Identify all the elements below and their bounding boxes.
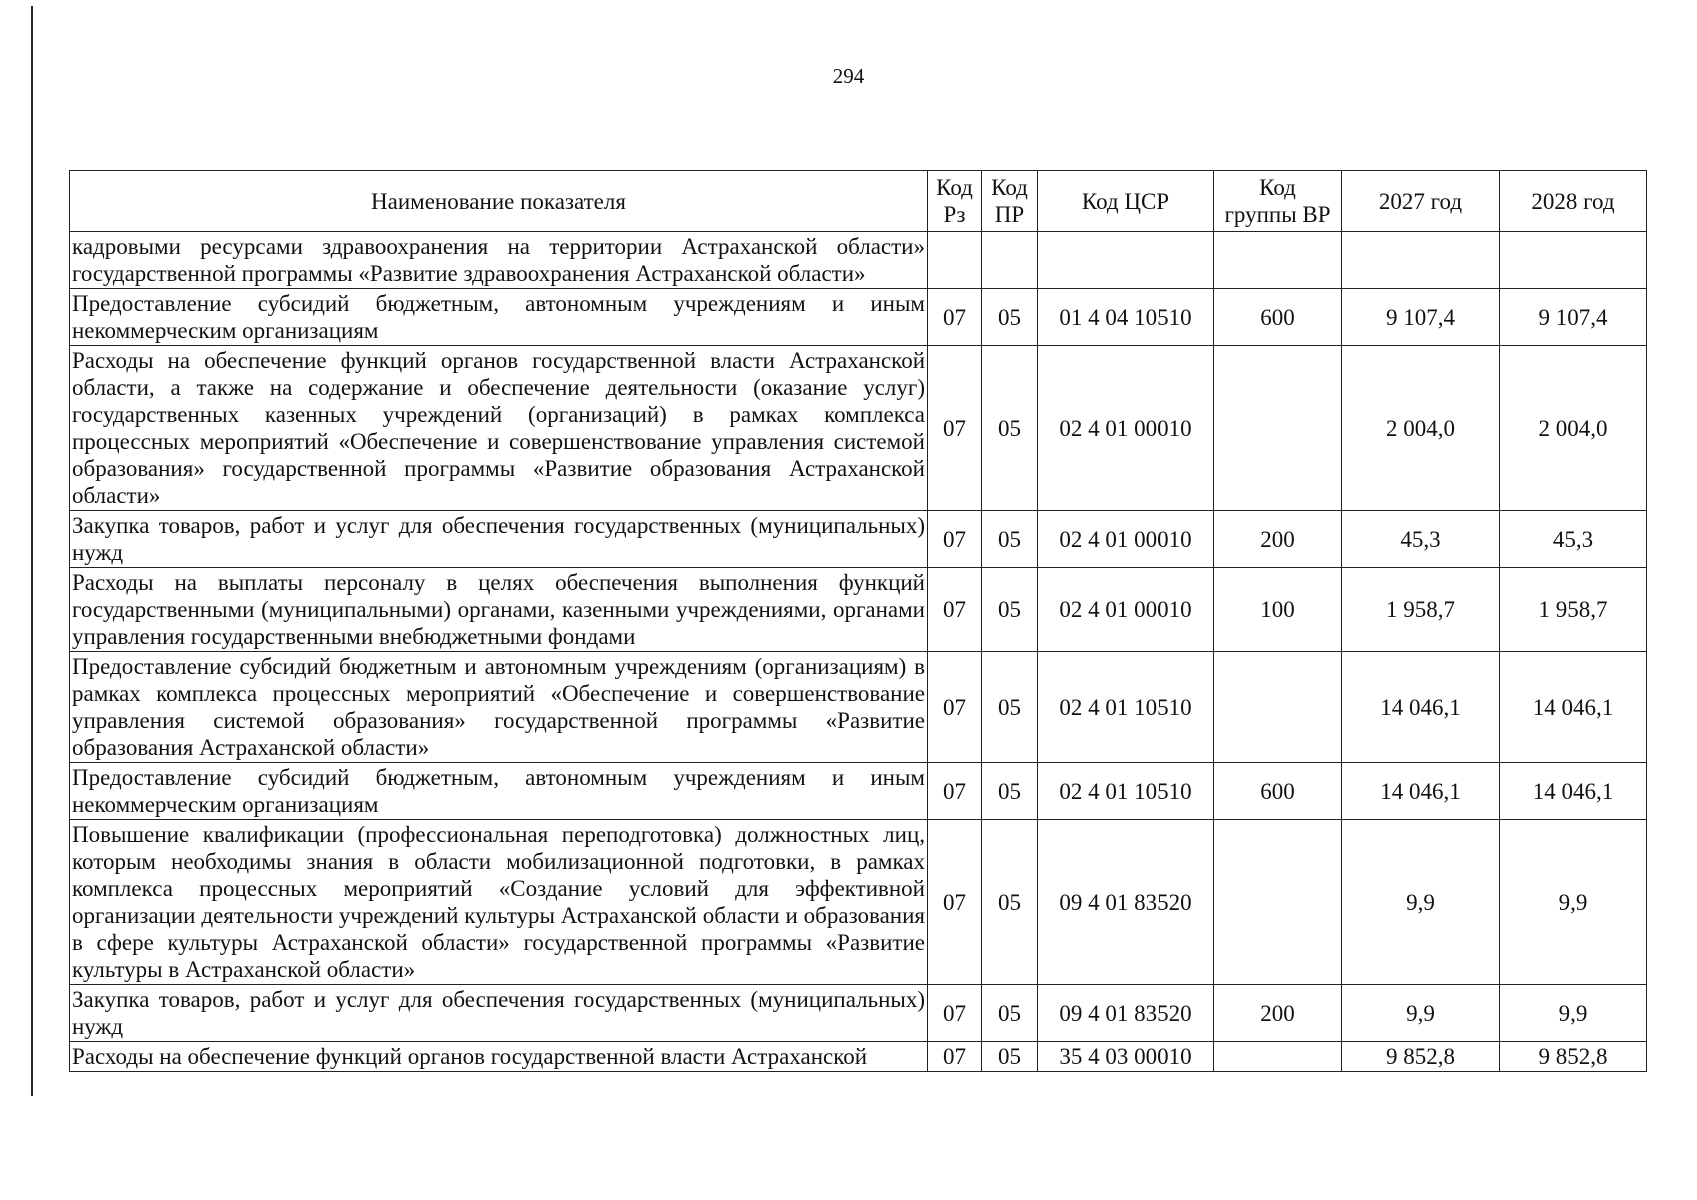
row-pr: 05 <box>982 346 1038 511</box>
row-2027: 1 958,7 <box>1342 568 1500 652</box>
row-2028: 9,9 <box>1500 820 1647 985</box>
row-rz: 07 <box>928 820 982 985</box>
header-rz <box>928 171 982 232</box>
row-name: Расходы на выплаты персоналу в целях обеспечения выполнения функций государственными (муниципальными) органами, казенными учреждениями, органами управления государственными внебюджетными фондами <box>70 568 928 652</box>
row-2028: 9 107,4 <box>1500 289 1647 346</box>
row-rz: 07 <box>928 1042 982 1072</box>
row-pr: 05 <box>982 763 1038 820</box>
row-vr: 600 <box>1214 763 1342 820</box>
row-vr: 100 <box>1214 568 1342 652</box>
row-csr: 01 4 04 10510 <box>1038 289 1214 346</box>
row-vr <box>1214 232 1342 289</box>
row-rz: 07 <box>928 763 982 820</box>
header-vr <box>1214 171 1342 232</box>
row-pr: 05 <box>982 652 1038 763</box>
table-row <box>70 1042 1647 1072</box>
row-rz: 07 <box>928 568 982 652</box>
header-pr <box>982 171 1038 232</box>
row-csr: 02 4 01 00010 <box>1038 568 1214 652</box>
row-2027: 9 107,4 <box>1342 289 1500 346</box>
row-name: Закупка товаров, работ и услуг для обеспечения государственных (муниципальных) нужд <box>70 511 928 568</box>
row-csr: 02 4 01 10510 <box>1038 652 1214 763</box>
row-2028: 1 958,7 <box>1500 568 1647 652</box>
row-vr: 200 <box>1214 511 1342 568</box>
header-2027: 2027 год <box>1342 171 1500 232</box>
table-row <box>70 985 1647 1042</box>
row-2027: 9,9 <box>1342 985 1500 1042</box>
row-name: Предоставление субсидий бюджетным и автономным учреждениям (организациям) в рамках комплекса процессных мероприятий «Обеспечение и совершенствование управления системой образования» государственной программы «Развитие образования Астраханской области» <box>70 652 928 763</box>
row-vr <box>1214 820 1342 985</box>
row-rz: 07 <box>928 346 982 511</box>
table-row <box>70 568 1647 652</box>
row-vr <box>1214 346 1342 511</box>
row-rz: 07 <box>928 985 982 1042</box>
row-vr: 600 <box>1214 289 1342 346</box>
header-csr: Код ЦСР <box>1038 171 1214 232</box>
row-pr: 05 <box>982 820 1038 985</box>
row-2028: 14 046,1 <box>1500 763 1647 820</box>
table-row <box>70 511 1647 568</box>
row-name: кадровыми ресурсами здравоохранения на территории Астраханской области» государственной программы «Развитие здравоохранения Астраханской области» <box>70 232 928 289</box>
row-csr: 35 4 03 00010 <box>1038 1042 1214 1072</box>
row-name: Закупка товаров, работ и услуг для обеспечения государственных (муниципальных) нужд <box>70 985 928 1042</box>
row-2027: 9,9 <box>1342 820 1500 985</box>
row-rz: 07 <box>928 652 982 763</box>
row-csr: 09 4 01 83520 <box>1038 820 1214 985</box>
row-vr <box>1214 652 1342 763</box>
row-2028: 9,9 <box>1500 985 1647 1042</box>
row-name: Предоставление субсидий бюджетным, автономным учреждениям и иным некоммерческим организациям <box>70 289 928 346</box>
row-pr: 05 <box>982 289 1038 346</box>
row-2028: 9 852,8 <box>1500 1042 1647 1072</box>
row-name: Повышение квалификации (профессиональная переподготовка) должностных лиц, которым необходимы знания в области мобилизационной подготовки, в рамках комплекса процессных мероприятий «Создание условий для эффективной организации деятельности учреждений культуры Астраханской области и образования в сфере культуры Астраханской области» государственной программы «Развитие культуры в Астраханской области» <box>70 820 928 985</box>
page-binding-line <box>31 6 33 1096</box>
table-row <box>70 289 1647 346</box>
row-name: Расходы на обеспечение функций органов государственной власти Астраханской <box>70 1042 928 1072</box>
row-csr: 02 4 01 00010 <box>1038 511 1214 568</box>
row-csr <box>1038 232 1214 289</box>
row-2027: 14 046,1 <box>1342 763 1500 820</box>
row-pr <box>982 232 1038 289</box>
header-2028: 2028 год <box>1500 171 1647 232</box>
row-name: Расходы на обеспечение функций органов государственной власти Астраханской области, а также на содержание и обеспечение деятельности (оказание услуг) государственных казенных учреждений (организаций) в рамках комплекса процессных мероприятий «Обеспечение и совершенствование управления системой образования» государственной программы «Развитие образования Астраханской области» <box>70 346 928 511</box>
table-row <box>70 346 1647 511</box>
row-2027: 9 852,8 <box>1342 1042 1500 1072</box>
header-name: Наименование показателя <box>70 171 928 232</box>
table-header-row <box>70 171 1647 232</box>
header-pr-line2: ПР <box>994 202 1025 227</box>
row-2028: 14 046,1 <box>1500 652 1647 763</box>
header-pr-line1: Код <box>991 175 1028 200</box>
row-vr <box>1214 1042 1342 1072</box>
row-2028: 45,3 <box>1500 511 1647 568</box>
row-2028: 2 004,0 <box>1500 346 1647 511</box>
table-row <box>70 763 1647 820</box>
row-rz: 07 <box>928 511 982 568</box>
table-row <box>70 652 1647 763</box>
row-2027: 2 004,0 <box>1342 346 1500 511</box>
row-rz <box>928 232 982 289</box>
row-2027: 45,3 <box>1342 511 1500 568</box>
header-vr-line1: Код <box>1259 175 1296 200</box>
row-csr: 09 4 01 83520 <box>1038 985 1214 1042</box>
row-pr: 05 <box>982 568 1038 652</box>
row-vr: 200 <box>1214 985 1342 1042</box>
table-row <box>70 820 1647 985</box>
row-csr: 02 4 01 00010 <box>1038 346 1214 511</box>
row-2027 <box>1342 232 1500 289</box>
row-pr: 05 <box>982 1042 1038 1072</box>
row-pr: 05 <box>982 985 1038 1042</box>
row-2027: 14 046,1 <box>1342 652 1500 763</box>
header-rz-line1: Код <box>936 175 973 200</box>
row-pr: 05 <box>982 511 1038 568</box>
row-2028 <box>1500 232 1647 289</box>
header-vr-line2: группы ВР <box>1224 202 1331 227</box>
row-rz: 07 <box>928 289 982 346</box>
row-csr: 02 4 01 10510 <box>1038 763 1214 820</box>
header-rz-line2: Рз <box>943 202 966 227</box>
page-number: 294 <box>832 64 865 88</box>
table-row <box>70 232 1647 289</box>
row-name: Предоставление субсидий бюджетным, автономным учреждениям и иным некоммерческим организациям <box>70 763 928 820</box>
budget-table <box>69 170 1647 1072</box>
